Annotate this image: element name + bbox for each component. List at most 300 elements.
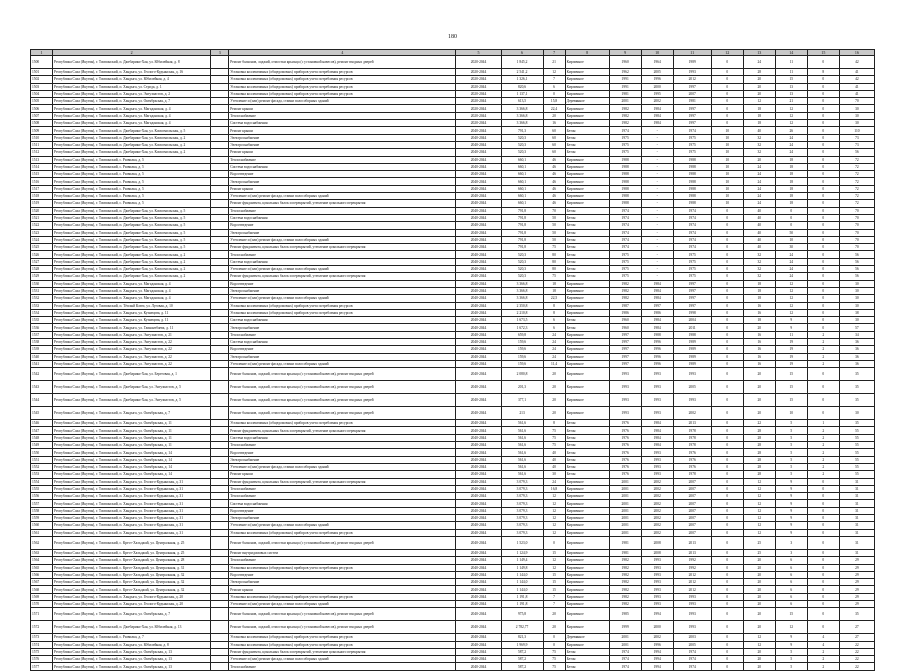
table-cell: 0 [807, 280, 839, 287]
table-cell: 2040-2044 [456, 295, 501, 302]
table-cell: Республика Саха (Якутия), г. Томпонский, п. Джебарики-Хая, ул. Береговая, д. 1 [53, 368, 211, 381]
table-cell: 55 [839, 449, 874, 456]
table-cell: 1 144,0 [501, 579, 543, 586]
table-row [31, 456, 875, 463]
table-cell: 1544 [31, 394, 53, 407]
table-cell: 1549 [31, 442, 53, 449]
table-cell: 5 [775, 663, 807, 670]
table-row [31, 56, 875, 69]
table-cell: 10 [775, 407, 807, 420]
table-cell: 9 [775, 317, 807, 324]
table-row [31, 420, 875, 427]
table-cell: 2020-2044 [456, 112, 501, 119]
table-cell: 2 [807, 353, 839, 360]
table-cell: 5 [775, 420, 807, 427]
table-cell: Кирпичное [565, 571, 609, 578]
table-cell: Кирпичное [565, 507, 609, 514]
table-cell: 1998 [673, 309, 711, 316]
table-cell: 791,8 [501, 244, 543, 251]
table-cell: 6 [775, 564, 807, 571]
table-cell [211, 471, 229, 478]
table-cell [211, 287, 229, 294]
table-row [31, 134, 875, 141]
table-cell: 1974 [609, 207, 641, 214]
table-cell: 2040-2044 [456, 368, 501, 381]
table-cell: 2040-2044 [456, 601, 501, 608]
table-cell: 46 [543, 200, 565, 207]
table-cell: Бетон [565, 656, 609, 663]
table-cell: 1 191,8 [501, 601, 543, 608]
table-cell: Кирпичное [565, 163, 609, 170]
table-cell: 1545 [31, 407, 53, 420]
table-cell: Республика Саха (Якутия), г. Томпонский, п. Хандыга, ул. Гаинантбаева, д. 11 [53, 324, 211, 331]
table-cell: Бетон [565, 149, 609, 156]
table-cell: 1988 [609, 193, 641, 200]
table-cell: 1975 [609, 266, 641, 273]
table-cell: 660,1 [501, 156, 543, 163]
table-cell: 29 [839, 557, 874, 564]
table-cell: 56 [839, 266, 874, 273]
table-cell: 1 845,2 [501, 56, 543, 69]
table-cell: 5 [775, 456, 807, 463]
table-cell: 2040-2044 [456, 229, 501, 236]
table-cell: Ремонт крыши [229, 471, 456, 478]
table-cell [211, 229, 229, 236]
table-cell: 0 [807, 134, 839, 141]
table-cell: 10 [711, 193, 743, 200]
table-cell: Установка коллективных (общедомовых) приборов учета потребления ресурсов [229, 634, 456, 641]
table-cell: 15 [775, 608, 807, 621]
table-cell: 15 [775, 381, 807, 394]
table-cell: 2020-2044 [456, 90, 501, 97]
table-cell: 55 [839, 463, 874, 470]
table-cell: 2040-2044 [456, 442, 501, 449]
table-cell: 1982 [609, 120, 641, 127]
table-cell: 0 [807, 608, 839, 621]
table-cell: 0 [807, 493, 839, 500]
table-cell: 16 [743, 338, 775, 345]
table-cell: 1974 [609, 236, 641, 243]
table-cell: 0 [807, 593, 839, 600]
table-cell [211, 442, 229, 449]
table-cell: 1982 [609, 287, 641, 294]
table-cell: 0 [711, 280, 743, 287]
table-cell: 1982 [609, 579, 641, 586]
table-cell: Республика Саха (Якутия), г. Томпонский, с. Крест-Хальджай, ул. Центральная, д. 32 [53, 579, 211, 586]
table-cell: 0 [807, 266, 839, 273]
table-cell: 1993 [673, 69, 711, 76]
table-cell [211, 112, 229, 119]
table-cell [211, 185, 229, 192]
table-cell: 1984 [641, 105, 673, 112]
table-cell: 159,6 [501, 353, 543, 360]
table-cell: 1997 [673, 302, 711, 309]
table-cell: 1982 [609, 105, 641, 112]
table-cell: 0 [807, 621, 839, 634]
table-cell [211, 456, 229, 463]
table-cell: 2002 [641, 529, 673, 536]
table-cell: 11 [775, 69, 807, 76]
table-cell: 1974 [673, 656, 711, 663]
table-cell: 35 [839, 368, 874, 381]
table-cell: Республика Саха (Якутия), г. Томпонский, с. Развилка, д. 5 [53, 193, 211, 200]
table-cell: 1984 [641, 295, 673, 302]
table-row [31, 229, 875, 236]
table-cell: 1992 [673, 564, 711, 571]
table-cell: 2002 [641, 500, 673, 507]
table-cell: 40 [743, 244, 775, 251]
table-cell: Республика Саха (Якутия), г. Томпонский, п. Хандыга, ул. Геолого-Кудьянская, д. 20 [53, 601, 211, 608]
table-cell: 1 144,0 [501, 571, 543, 578]
table-cell [211, 493, 229, 500]
table-row [31, 273, 875, 280]
table-cell: 0 [807, 185, 839, 192]
table-cell: 2040-2044 [456, 522, 501, 529]
table-cell: Система водоснабжения [229, 317, 456, 324]
table-cell: 0 [807, 229, 839, 236]
table-cell: 2040-2044 [456, 407, 501, 420]
table-cell: Республика Саха (Якутия), г. Томпонский, п. Джебарики-Хая, ул. Комсомольская, д. 5 [53, 244, 211, 251]
table-cell: 1976 [609, 456, 641, 463]
table-cell: Электроснабжение [229, 178, 456, 185]
table-cell: 1997 [609, 338, 641, 345]
table-cell: 0 [711, 571, 743, 578]
table-row [31, 648, 875, 655]
table-cell: Республика Саха (Якутия), г. Томпонский, п. Хандыга, ул. Магаданская, д. 4 [53, 287, 211, 294]
table-cell: 16 [743, 360, 775, 367]
table-cell: 0 [711, 507, 743, 514]
table-cell: 1975 [609, 251, 641, 258]
table-cell [211, 134, 229, 141]
table-cell: 30 [839, 407, 874, 420]
table-cell: 13 [775, 90, 807, 97]
table-cell: Республика Саха (Якутия), г. Томпонский, с. Крест-Хальджай, ул. Центральная, д. 25 [53, 549, 211, 556]
table-cell: 0 [807, 368, 839, 381]
table-cell: 55 [839, 456, 874, 463]
table-cell: 2005 [641, 69, 673, 76]
table-cell: 2040-2044 [456, 317, 501, 324]
table-cell: 24 [543, 478, 565, 485]
table-cell: 3 366,8 [501, 295, 543, 302]
table-cell: 1986 [609, 309, 641, 316]
table-cell: Водоотведение [229, 222, 456, 229]
table-cell: 1996 [641, 360, 673, 367]
table-cell: 1974 [609, 663, 641, 670]
table-cell: 72 [839, 171, 874, 178]
table-cell: 1993 [673, 621, 711, 634]
table-cell [211, 663, 229, 670]
table-cell: 2040-2044 [456, 156, 501, 163]
table-cell: 1 [807, 420, 839, 427]
table-cell: 1997 [673, 105, 711, 112]
table-cell: Бетон [565, 222, 609, 229]
table-cell: 1986 [641, 309, 673, 316]
table-cell: 2040-2044 [456, 648, 501, 655]
table-cell: Бетон [565, 214, 609, 221]
table-cell: 2040-2044 [456, 434, 501, 441]
table-cell: Установка коллективных (общедомовых) приборов учета потребления ресурсов [229, 83, 456, 90]
table-cell: 110 [839, 127, 874, 134]
table-cell: 0 [807, 141, 839, 148]
table-cell: 2040-2044 [456, 178, 501, 185]
table-cell: 1536 [31, 324, 53, 331]
table-cell: 20 [743, 608, 775, 621]
table-cell: 60 [543, 149, 565, 156]
table-cell: Республика Саха (Якутия), г. Томпонский, с. Развилка, д. 5 [53, 185, 211, 192]
table-cell: Водоотведение [229, 280, 456, 287]
table-cell: 1984 [641, 112, 673, 119]
table-cell: Кирпичное [565, 178, 609, 185]
table-cell: Кирпичное [565, 360, 609, 367]
table-cell [211, 69, 229, 76]
table-cell: Водоотведение [229, 449, 456, 456]
table-cell: Ремонт балконов, лоджий, отмостки крыльца (с установкой навесов), ремонт входных дверей [229, 381, 456, 394]
table-cell [211, 485, 229, 492]
table-row [31, 120, 875, 127]
table-cell: 36 [839, 353, 874, 360]
table-cell: 56 [839, 149, 874, 156]
table-cell: 2007 [673, 493, 711, 500]
table-cell: 31 [839, 515, 874, 522]
table-cell: 0 [711, 90, 743, 97]
table-cell: 30 [839, 112, 874, 119]
table-cell: 2040-2044 [456, 493, 501, 500]
table-cell: 1524 [31, 236, 53, 243]
table-row [31, 324, 875, 331]
table-cell: 1974 [673, 127, 711, 134]
table-cell: 9 [775, 478, 807, 485]
table-cell: 1573 [31, 634, 53, 641]
table-cell: Утепление и (или) ремонт фасада, ставни полособорных зданий [229, 360, 456, 367]
table-cell: 0 [807, 601, 839, 608]
table-cell: 30 [839, 295, 874, 302]
table-cell [211, 258, 229, 265]
table-cell: 1514 [31, 163, 53, 170]
table-cell: 9 [775, 522, 807, 529]
table-cell: 2040-2044 [456, 449, 501, 456]
table-cell: 1988 [673, 200, 711, 207]
table-cell: 1996 [641, 641, 673, 648]
table-cell: 1976 [609, 442, 641, 449]
table-cell: Кирпичное [565, 156, 609, 163]
table-cell: Бетон [565, 442, 609, 449]
table-cell: Кирпичное [565, 608, 609, 621]
table-cell: Республика Саха (Якутия), г. Томпонский, п. Хандыга, ул. Кузнецова, д. 11 [53, 317, 211, 324]
table-cell: 1960 [609, 317, 641, 324]
table-cell: 0 [711, 529, 743, 536]
table-cell: 1994 [641, 608, 673, 621]
table-cell: 24 [775, 134, 807, 141]
table-row [31, 557, 875, 564]
table-cell: 1976 [609, 463, 641, 470]
table-cell: Бетон [565, 648, 609, 655]
table-cell: 0 [807, 76, 839, 83]
table-cell: 2020-2044 [456, 69, 501, 76]
table-cell: Кирпичное [565, 69, 609, 76]
table-cell: 31 [839, 522, 874, 529]
table-cell: 1508 [31, 120, 53, 127]
table-cell: 20 [543, 394, 565, 407]
table-row [31, 331, 875, 338]
table-cell: 1987 [609, 302, 641, 309]
table-cell: Ремонт балконов, лоджий, отмостки крыльца (с установкой навесов), ремонт входных дверей [229, 407, 456, 420]
table-cell: 20 [743, 586, 775, 593]
table-cell: 20 [743, 90, 775, 97]
table-cell: 0 [711, 287, 743, 294]
table-cell: 1526 [31, 251, 53, 258]
table-cell: 21 [543, 56, 565, 69]
table-cell: 32 [743, 258, 775, 265]
table-cell: 1982 [609, 593, 641, 600]
table-cell [211, 522, 229, 529]
table-cell: 1531 [31, 287, 53, 294]
table-cell: 1976 [609, 427, 641, 434]
table-cell: Республика Саха (Якутия), г. Томпонский, п. Хандыга, ул. Юбилейная, д. 4 [53, 76, 211, 83]
table-cell: 1503 [31, 83, 53, 90]
table-cell [211, 420, 229, 427]
table-cell: 70 [839, 222, 874, 229]
table-cell: Республика Саха (Якутия), г. Томпонский, п. Джебарики-Хая, ул. Энтузиастов, д. 5 [53, 394, 211, 407]
table-cell: Республика Саха (Якутия), г. Томпонский, п. Джебарики-Хая, ул. Комсомольская, д. 2 [53, 134, 211, 141]
table-cell: 2001 [609, 634, 641, 641]
table-cell: 12 [775, 120, 807, 127]
table-cell: 2 210,8 [501, 309, 543, 316]
table-cell: 6 [775, 601, 807, 608]
table-cell: 561,6 [501, 420, 543, 427]
table-cell [211, 127, 229, 134]
table-cell: 1993 [641, 471, 673, 478]
table-cell: 20 [743, 564, 775, 571]
table-cell: Деревянное [565, 634, 609, 641]
table-cell: 0 [711, 229, 743, 236]
table-cell: 1555 [31, 485, 53, 492]
table-cell: 1985 [609, 608, 641, 621]
table-row [31, 381, 875, 394]
table-cell: 0 [711, 236, 743, 243]
table-row [31, 98, 875, 105]
table-row [31, 236, 875, 243]
table-cell: 2040-2044 [456, 529, 501, 536]
table-cell: 19 [775, 338, 807, 345]
table-cell: 0 [807, 258, 839, 265]
table-cell: Бетон [565, 236, 609, 243]
table-cell: 46 [543, 163, 565, 170]
table-cell: Республика Саха (Якутия), г. Томпонский, п. Хандыга, ул. Геолого-Кудьянская, д. 31 [53, 522, 211, 529]
table-cell: 2002 [641, 98, 673, 105]
table-cell: 12 [743, 515, 775, 522]
table-cell: - [641, 207, 673, 214]
table-cell: 1975 [673, 273, 711, 280]
table-cell: 1993 [641, 381, 673, 394]
table-cell: 1 149,4 [501, 557, 543, 564]
table-cell: 56 [839, 258, 874, 265]
table-cell: Кирпичное [565, 593, 609, 600]
table-cell: 20 [743, 663, 775, 670]
table-cell: 1976 [673, 456, 711, 463]
table-cell: 2040-2044 [456, 273, 501, 280]
table-cell: 12 [775, 280, 807, 287]
table-cell: 18 [743, 120, 775, 127]
table-cell: 73 [839, 134, 874, 141]
table-row [31, 214, 875, 221]
table-cell: 0 [711, 207, 743, 214]
table-cell: 0 [711, 500, 743, 507]
table-cell: 0 [807, 302, 839, 309]
table-cell: 1559 [31, 515, 53, 522]
table-cell: 15 [543, 586, 565, 593]
table-cell: Теплоснабжение [229, 156, 456, 163]
table-cell: 520,3 [501, 149, 543, 156]
table-cell: 1510 [31, 134, 53, 141]
table-cell: 29 [839, 564, 874, 571]
table-cell: 12 [543, 493, 565, 500]
table-cell: - [641, 171, 673, 178]
table-cell: 35 [839, 381, 874, 394]
table-cell: 1976 [609, 449, 641, 456]
table-cell: 35 [839, 608, 874, 621]
table-cell: 15 [543, 579, 565, 586]
table-cell: Система водоснабжения [229, 434, 456, 441]
table-cell: Электроснабжение [229, 141, 456, 148]
table-cell: 1543 [31, 381, 53, 394]
table-cell: 46 [543, 178, 565, 185]
table-cell: Кирпичное [565, 557, 609, 564]
table-cell [211, 236, 229, 243]
table-cell: 0 [807, 381, 839, 394]
table-cell: 42 [839, 56, 874, 69]
table-cell: Республика Саха (Якутия), г. Томпонский, с. Развилка, д. 5 [53, 171, 211, 178]
table-row [31, 586, 875, 593]
table-cell: 1997 [673, 120, 711, 127]
table-cell: 2002 [641, 522, 673, 529]
table-cell: 30 [839, 120, 874, 127]
table-cell: 1552 [31, 463, 53, 470]
table-cell: 12 [543, 557, 565, 564]
table-cell [211, 353, 229, 360]
table-cell: 1974 [673, 648, 711, 655]
table-cell: 15 [543, 571, 565, 578]
table-cell: 12 [743, 529, 775, 536]
table-cell: 0 [807, 163, 839, 170]
table-cell: Республика Саха (Якутия), г. Томпонский, п. Хандыга, ул. Геолого-Кудьянская, д. 31 [53, 515, 211, 522]
table-cell: 2040-2044 [456, 149, 501, 156]
table-cell: 20 [543, 381, 565, 394]
table-cell: 16,8 [543, 485, 565, 492]
table-cell: Ремонт фундамента, цокольных балок и перекрытий, утепление цокольного перекрытия [229, 200, 456, 207]
table-cell: 1553 [31, 471, 53, 478]
table-cell: 0 [543, 634, 565, 641]
table-cell: 18 [543, 280, 565, 287]
table-cell: 20 [743, 76, 775, 83]
table-cell: 1975 [673, 141, 711, 148]
table-cell: 6 [775, 593, 807, 600]
table-cell: 2001 [609, 493, 641, 500]
table-cell: Республика Саха (Якутия), г. Томпонский, п. Хандыга, ул. Октябрьская, д. 13 [53, 648, 211, 655]
table-cell: 10 [711, 134, 743, 141]
table-cell: 32 [743, 273, 775, 280]
table-row [31, 449, 875, 456]
table-cell: 159,6 [501, 360, 543, 367]
table-cell: 11,4 [543, 360, 565, 367]
column-header: 13 [743, 50, 775, 56]
table-cell: 2008 [641, 536, 673, 549]
table-cell: 55 [839, 434, 874, 441]
table-cell: 3 366,8 [501, 287, 543, 294]
table-cell: 9 [775, 529, 807, 536]
table-cell: 0 [807, 394, 839, 407]
table-cell: 0 [711, 608, 743, 621]
table-cell [211, 549, 229, 556]
